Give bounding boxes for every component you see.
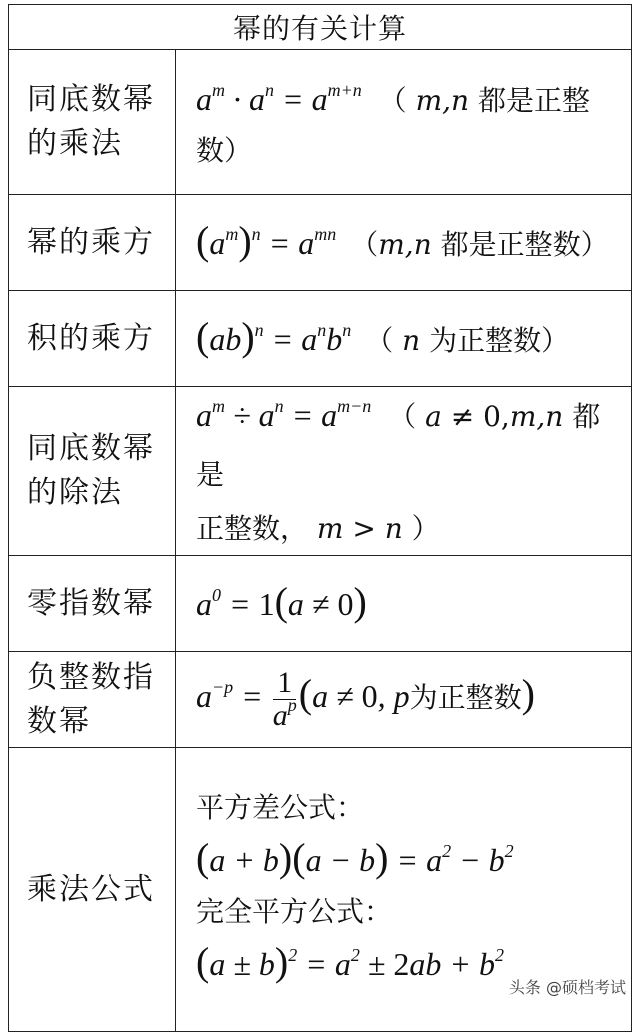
- table-row: [9, 556, 632, 652]
- row-formula: 平方差公式： $(a + b)(a - b) = a^2 - b^2$ 完全平方公式： $(a \pm b)^2 = a^2 \pm 2ab + b^2$: [176, 748, 632, 1032]
- row-label: 同底数幂 的除法: [9, 387, 176, 556]
- table-row: [9, 195, 632, 291]
- table-title: 幂的有关计算: [9, 5, 632, 50]
- row-formula: $a^{-p}$ = $\frac{1}{a^p}$ (a ≠ 0, p为正整数): [176, 652, 632, 748]
- table-row: [9, 50, 632, 195]
- row-formula: $a^m \cdot a^n = a^{m+n}$ （ m,n 都是正整 数）: [176, 50, 632, 195]
- row-formula: $(ab)^n = a^nb^n$ （ n 为正整数）: [176, 291, 632, 387]
- row-label: 负整数指 数幂: [9, 652, 176, 748]
- table-row: [9, 291, 632, 387]
- row-label: 乘法公式: [9, 748, 176, 1032]
- power-rules-table: [8, 4, 632, 1032]
- row-formula: $a^m \div a^n = a^{m-n}$ （ a ≠ 0,m,n 都是 正整数， m > n ）: [176, 387, 632, 556]
- row-label: 零指数幂: [9, 556, 176, 652]
- subtitle: 完全平方公式：: [196, 894, 393, 928]
- table-row: [9, 652, 632, 748]
- table-title-row: [9, 5, 632, 50]
- subtitle: 平方差公式：: [196, 790, 365, 824]
- table-row: [9, 387, 632, 556]
- row-formula: $(a^m)^n = a^{mn}$ （m,n 都是正整数）: [176, 195, 632, 291]
- row-formula: $a^0 = 1(a \ne 0)$: [176, 556, 632, 652]
- row-label: 幂的乘方: [9, 195, 176, 291]
- row-label: 同底数幂 的乘法: [9, 50, 176, 195]
- row-label: 积的乘方: [9, 291, 176, 387]
- watermark: 头条 @硕档考试: [508, 978, 626, 997]
